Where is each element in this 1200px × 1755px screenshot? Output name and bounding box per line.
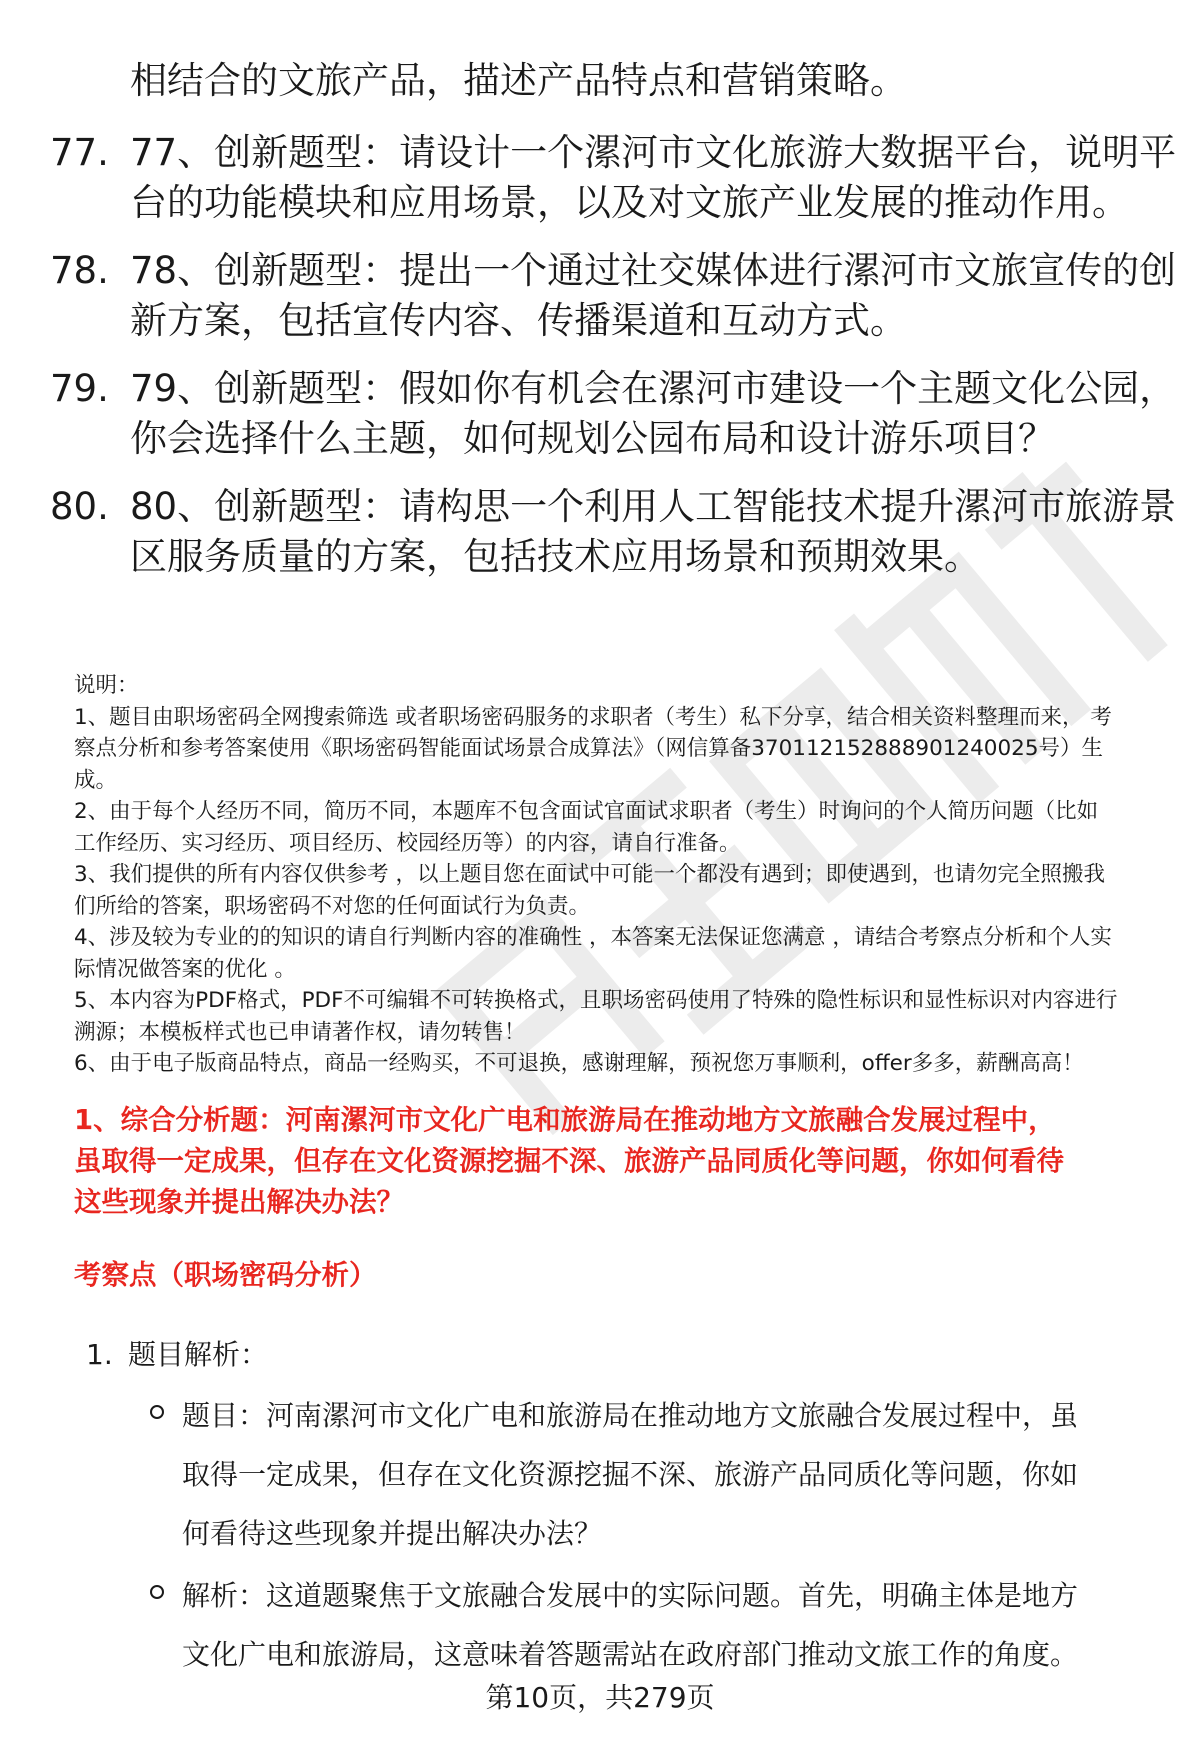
question-number: 78.	[50, 249, 109, 292]
question-number: 80.	[50, 485, 109, 528]
notes-section	[74, 670, 1164, 1080]
notes-line: 5、本内容为PDF格式，PDF不可编辑不可转换格式，且职场密码使用了特殊的隐性标识和显性标识对内容进行	[74, 988, 1118, 1013]
notes-line: 察点分析和参考答案使用《职场密码智能面试场景合成算法》（网信算备370112152888901240025号）生	[74, 736, 1104, 761]
notes-line: 溯源；本模板样式也已申请著作权，请勿转售！	[74, 1019, 526, 1045]
question-text: 79、创新题型：假如你有机会在漯河市建设一个主题文化公园， 你会选择什么主题，如何规划公园布局和设计游乐项目？	[130, 367, 1177, 460]
main-question: 1、综合分析题：河南漯河市文化广电和旅游局在推动地方文旅融合发展过程中， 虽取得一定成果，但存在文化资源挖掘不深、旅游产品同质化等问题，你如何看待 这些现象并提出解决办法？	[74, 1104, 1064, 1218]
continuation-line: 相结合的文旅产品，描述产品特点和营销策略。	[130, 59, 907, 102]
list-number: 1.	[86, 1338, 113, 1371]
question-text: 80、创新题型：请构思一个利用人工智能技术提升漯河市旅游景 区服务质量的方案，包括技术应用场景和预期效果。	[130, 485, 1177, 578]
document-page: 相结合的文旅产品，描述产品特点和营销策略。 77. 77、创新题型：请设计一个漯河市文化旅游大数据平台，说明平 台的功能模块和应用场景，以及对文旅产业发展的推动作用。 78. 78、创新题型：提出一个通过社交媒体进行漯河市文旅宣传的创 新方案，包括宣传内容、传播渠道和互动方式。 79. 79、创新题型：假如你有机会在漯河市建设一个主题文化公园， 你会选择什么主题，如何规划公园布局和设计游乐项目？ 80. 80、创新题型：请构思一个利用人工智能技术提升漯河市旅游景 区服务质量的方案，包括技术应用场景和预期效果。 说明： 1、题目由职场密码全网搜索筛选 或者职场密码服务的求职者（考生）私下分享，结合相关资料整理而来， 考 察点分析和参考答案使用《职场密码智能面试场景合成算法》（网信算备370112152888901240025号）生 成。 2、由于每个人经历不同，简历不同，本题库不包含面试官面试求职者（考生）时询问的个人简历问题（比如 工作经历、实习经历、项目经历、校园经历等）的内容，请自行准备。 3、我们提供的所有内容仅供参考 ，以上题目您在面试中可能一个都没有遇到；即使遇到，也请勿完全照搬我 们所给的答案，职场密码不对您的任何面试行为负责。 4、涉及较为专业的的知识的请自行判断内容的准确性 ，本答案无法保证您满意 ，请结合考察点分析和个人实 际情况做答案的优化 。 5、本内容为PDF格式，PDF不可编辑不可转换格式，且职场密码使用了特殊的隐性标识和显性标识对内容进行 溯源；本模板样式也已申请著作权，请勿转售！ 6、由于电子版商品特点，商品一经购买，不可退换，感谢理解，预祝您万事顺利，offer多多，薪酬高高！ 1、综合分析题：河南漯河市文化广电和旅游局在推动地方文旅融合发展过程中， 虽取得一定成果，但存在文化资源挖掘不深、旅游产品同质化等问题，你如何看待 这些现象并提出解决办法？ 考察点（职场密码分析） 1. 题目解析： 题目：河南漯河市文化广电和旅游局在推动地方文旅融合发展过程中，虽 取得一定成果，但存在文化资源挖掘不深、旅游产品同质化等问题，你如 何看待这些现象并提出解决办法？ 解析：这道题聚焦于文旅融合发展中的实际问题。首先，明确主体是地方 文化广电和旅游局，这意味着答题需站在政府部门推动文旅工作的角度。 第10页，共279页	[0, 0, 1200, 1755]
notes-line: 4、涉及较为专业的的知识的请自行判断内容的准确性 ，本答案无法保证您满意 ，请结合考察点分析和个人实	[74, 925, 1112, 950]
page-footer: 第10页，共279页	[485, 1681, 715, 1714]
notes-line: 工作经历、实习经历、项目经历、校园经历等）的内容，请自行准备。	[74, 830, 741, 856]
analysis-heading: 考察点（职场密码分析）	[74, 1259, 377, 1291]
notes-line: 3、我们提供的所有内容仅供参考 ，以上题目您在面试中可能一个都没有遇到；即使遇到，也请勿完全照搬我	[74, 862, 1106, 887]
question-number: 77.	[50, 131, 109, 174]
notes-title: 说明：	[74, 673, 139, 698]
list-item	[86, 1335, 268, 1375]
question-text: 77、创新题型：请设计一个漯河市文化旅游大数据平台，说明平 台的功能模块和应用场景，以及对文旅产业发展的推动作用。	[130, 131, 1177, 224]
list-label: 题目解析：	[128, 1338, 269, 1371]
notes-line: 成。	[74, 767, 118, 793]
question-text: 78、创新题型：提出一个通过社交媒体进行漯河市文旅宣传的创 新方案，包括宣传内容、传播渠道和互动方式。	[130, 249, 1177, 342]
notes-line: 际情况做答案的优化 。	[74, 956, 296, 982]
notes-line: 们所给的答案，职场密码不对您的任何面试行为负责。	[74, 893, 591, 919]
circle-bullet-icon	[150, 1405, 164, 1419]
notes-line: 6、由于电子版商品特点，商品一经购买，不可退换，感谢理解，预祝您万事顺利，offer多多，薪酬高高！	[74, 1051, 1084, 1076]
notes-line: 1、题目由职场密码全网搜索筛选 或者职场密码服务的求职者（考生）私下分享，结合相关资料整理而来， 考	[74, 704, 1112, 730]
question-number: 79.	[50, 367, 109, 410]
circle-bullet-icon	[150, 1585, 164, 1599]
notes-line: 2、由于每个人经历不同，简历不同，本题库不包含面试官面试求职者（考生）时询问的个人简历问题（比如	[74, 799, 1099, 824]
